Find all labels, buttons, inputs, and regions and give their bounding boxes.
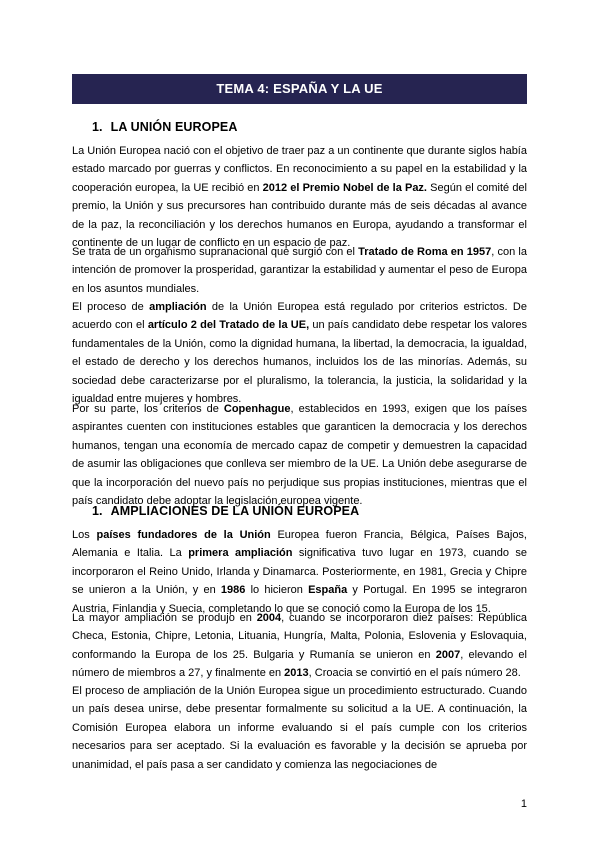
text: La Unión Europea nació con el objetivo de traer paz a un continente que durante siglos había estado marcado por guerras y conflictos. En reconocimiento a su papel en la estabilidad y la cooperación europea, la UE recibió en — [72, 145, 527, 194]
emphasis: 2013 — [284, 667, 309, 680]
emphasis: artículo 2 del Tratado de la UE, — [147, 319, 310, 332]
text: Europea fueron Francia, Bélgica, Países Bajos, Alemania e Italia. La — [72, 529, 527, 560]
text: Los — [72, 529, 97, 541]
section-number: 1. — [92, 120, 103, 134]
text: , establecidos en 1993, exigen que los países aspirantes cuenten con instituciones estables que garanticen la democracia y los derechos humanos, tengan una economía de mercado capaz de competir y demuestren la capacidad de asumir las obligaciones que conlleva ser miembro de la UE. La Unión debe asegurarse de que la incorporación del nuevo país no perjudique sus propias instituciones, mientras que el país candidato debe adoptar la legislación europea vigente. — [72, 403, 527, 508]
text: significativa tuvo lugar en 1973, cuando se incorporaron el Reino Unido, Irlanda y Dinamarca. Posteriormente, en 1981, Grecia y Chipre se unieron a la Unión, y en — [72, 547, 527, 597]
emphasis: Tratado de Roma en 1957 — [358, 246, 492, 258]
text: La mayor ampliación se produjo en — [72, 612, 257, 624]
section-heading-1 — [92, 120, 237, 134]
emphasis: 2007 — [435, 648, 461, 661]
text: , elevando el número de miembros a 27, y finalmente en — [72, 648, 527, 680]
text: , cuando se incorporaron diez países: República Checa, Estonia, Chipre, Letonia, Lituania, Hungría, Malta, Polonia, Eslovenia y Eslovaquia, conformando la Europa de los 25. Bulgaria y Rumanía se unieron en — [72, 612, 528, 661]
text: de la Unión Europea está regulado por criterios estrictos. De acuerdo con el — [72, 301, 527, 332]
section-heading-2 — [92, 504, 359, 518]
emphasis: países fundadores de la Unión — [96, 529, 271, 541]
section-title: AMPLIACIONES DE LA UNIÓN EUROPEA — [110, 504, 360, 518]
text: El proceso de — [72, 301, 150, 313]
paragraph-5 — [72, 526, 527, 618]
emphasis: ampliación — [149, 301, 207, 313]
page-title-banner: TEMA 4: ESPAÑA Y LA UE — [72, 74, 527, 104]
page-number: 1 — [520, 798, 527, 810]
paragraph-7 — [72, 682, 527, 774]
emphasis: España — [308, 584, 348, 597]
emphasis: Copenhague — [223, 403, 291, 415]
text: Por su parte, los criterios de — [72, 403, 224, 415]
text: y Portugal. En 1995 se integraron Austria, Finlandia y Suecia, completando lo que se conoció como la Europa de los 15. — [72, 584, 527, 615]
emphasis: 2012 el Premio Nobel de la Paz. — [262, 181, 427, 194]
paragraph-4 — [72, 400, 527, 510]
paragraph-3 — [72, 298, 527, 408]
emphasis: primera ampliación — [188, 547, 293, 560]
paragraph-6 — [72, 609, 527, 683]
text: lo hicieron — [245, 584, 309, 597]
text: , con la intención de promover la prosperidad, garantizar la estabilidad y aumentar el peso de Europa en los asuntos mundiales. — [72, 246, 527, 295]
paragraph-2 — [72, 243, 527, 298]
section-number: 1. — [92, 504, 103, 518]
section-title: LA UNIÓN EUROPEA — [110, 120, 238, 134]
text: Según el comité del premio, la Unión y sus precursores han contribuido durante más de seis décadas al avance de la paz, la reconciliación y los derechos humanos en Europa, ayudando a transformar el continente de un lugar de conflicto en un espacio de paz. — [72, 181, 527, 250]
paragraph-1 — [72, 142, 527, 252]
emphasis: 1986 — [220, 584, 246, 597]
text: Se trata de un organismo supranacional que surgió con el — [72, 246, 359, 258]
text: , Croacia se convirtió en el país número 28. — [308, 667, 521, 680]
text: un país candidato debe respetar los valores fundamentales de la Unión, como la dignidad humana, la libertad, la democracia, la igualdad, el estado de derecho y los derechos humanos, incluidos los de las minorías. Además, su sociedad debe caracterizarse por el pluralismo, la tolerancia, la justicia, la solidaridad y la igualdad entre mujeres y hombres. — [72, 319, 528, 406]
emphasis: 2004 — [256, 612, 282, 624]
text: El proceso de ampliación de la Unión Europea sigue un procedimiento estructurado. Cuando un país desea unirse, debe presentar formalmente su solicitud a la UE. A continuación, la Comisión Europea elabora un informe evaluando si el país cumple con los criterios necesarios para ser aceptado. Si la evaluación es favorable y la decisión se aprueba por unanimidad, el país pasa a ser candidato y comienza las negociaciones de — [72, 685, 527, 771]
